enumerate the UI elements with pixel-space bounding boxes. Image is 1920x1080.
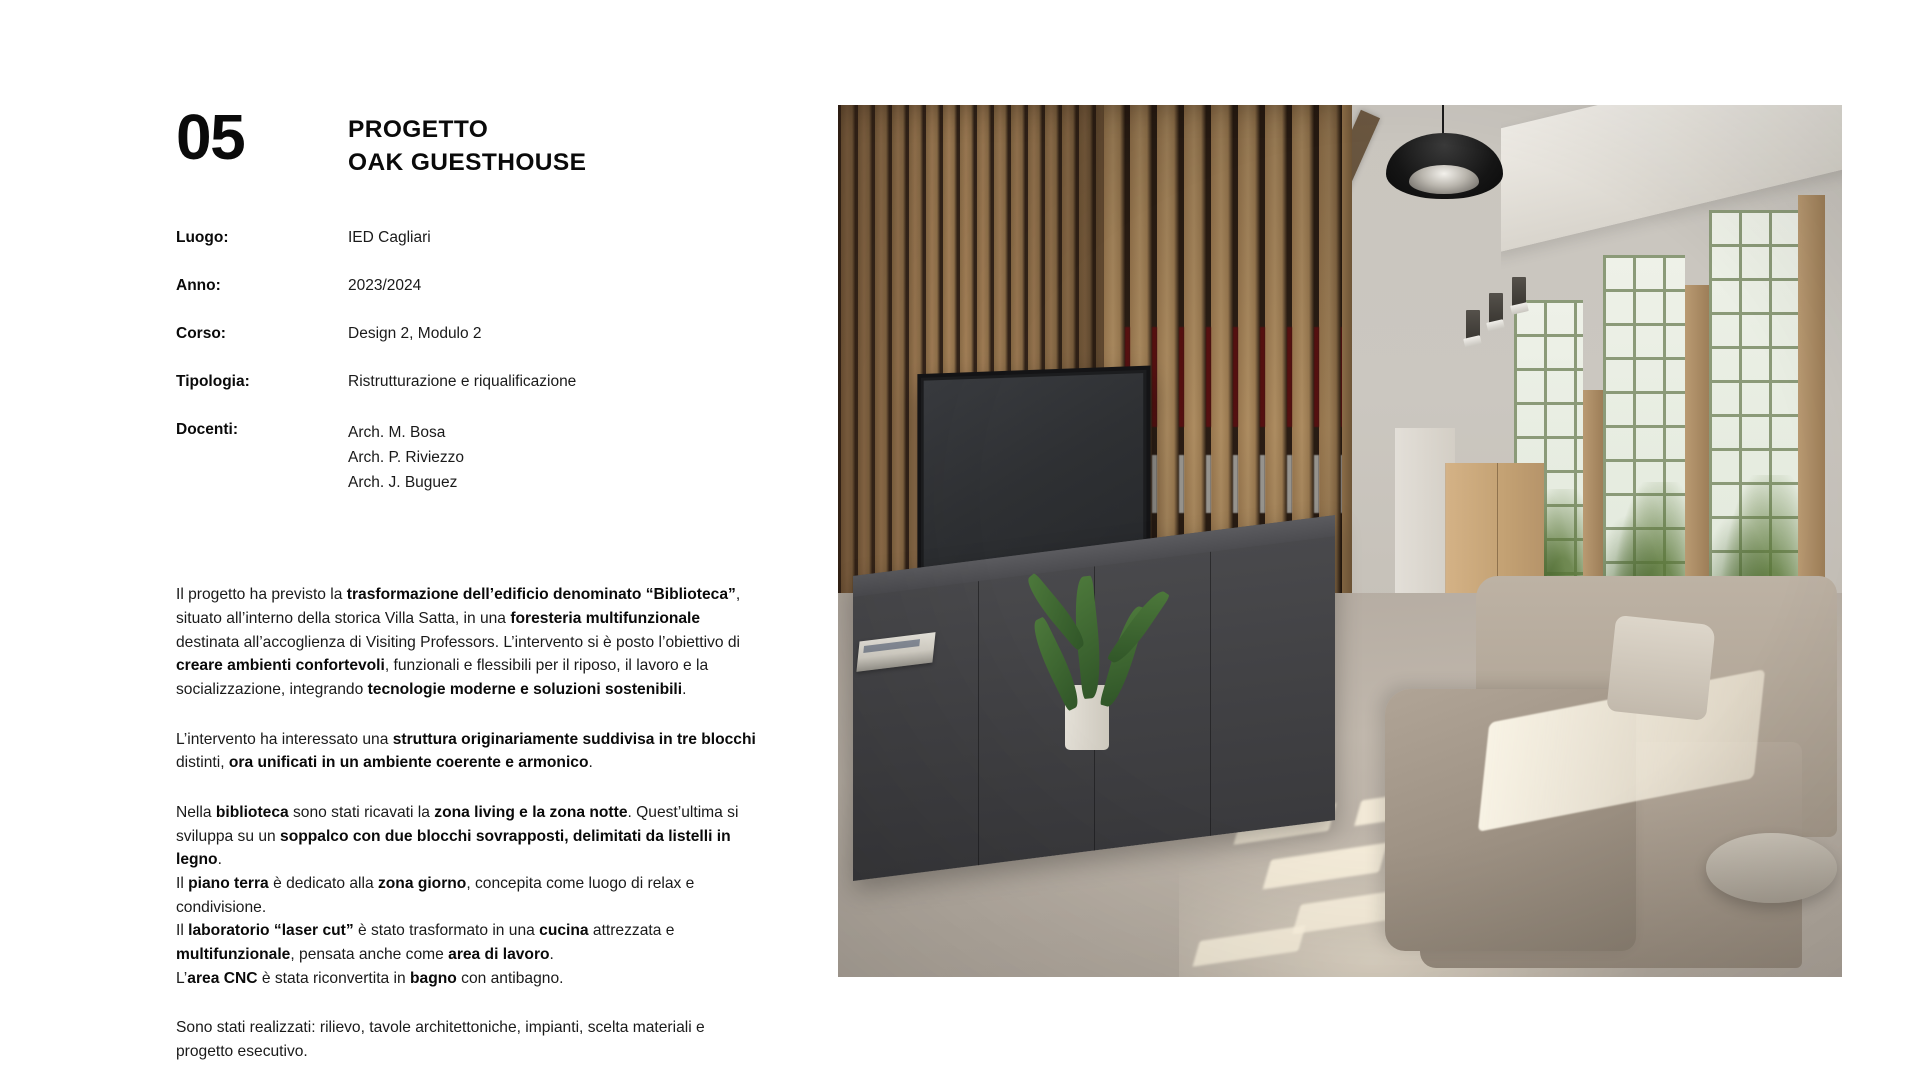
meta-value-luogo: IED Cagliari [348,229,431,247]
wall-sconce-1 [1466,310,1481,340]
pendant-lamp-reflector [1409,165,1479,194]
meta-key-luogo: Luogo: [176,229,229,247]
console-door-seam-1 [978,581,979,865]
docente-1: Arch. M. Bosa [348,423,446,441]
project-title-line-2: OAK GUESTHOUSE [348,148,587,176]
meta-value-tipologia: Ristrutturazione e riqualificazione [348,372,577,390]
wall-sconce-3 [1512,277,1527,307]
meta-row-luogo [176,228,796,249]
docente-3: Arch. J. Buguez [348,474,458,492]
project-number: 05 [176,101,245,173]
meta-row-corso [176,324,796,345]
docente-2: Arch. P. Riviezzo [348,448,465,466]
description-paragraph-2: L’intervento ha interessato una struttura originariamente suddivisa in tre blocchi distinti, ora unificati in un ambiente coerente e armonico. [176,730,756,772]
description-paragraph-4: Sono stati realizzati: rilievo, tavole architettoniche, impianti, scelta materiali e progetto esecutivo. [176,1019,705,1061]
project-render-photo [838,105,1842,977]
meta-row-docenti [176,420,796,495]
meta-row-tipologia [176,372,796,393]
meta-key-anno: Anno: [176,277,221,295]
text-column [176,96,796,1064]
meta-value-docenti [348,420,464,495]
meta-key-corso: Corso: [176,325,226,342]
description-paragraph-1: Il progetto ha previsto la trasformazione dell’edificio denominato “Biblioteca”, situato all’interno della storica Villa Satta, in una foresteria multifunzionale destinata all’accoglienza di Visiting Professors. L’intervento si è posto l’obiettivo di creare ambienti confortevoli, funzionali e flessibili per il riposo, il lavoro e la socializzazione, integrando tecnologie moderne e soluzioni sostenibili. [176,586,741,698]
round-side-table [1706,833,1837,903]
meta-value-corso: Design 2, Modulo 2 [348,325,482,342]
meta-value-anno: 2023/2024 [348,277,422,295]
interior-render [838,105,1842,977]
sofa-cushion [1606,615,1716,721]
wall-sconce-2 [1489,293,1504,323]
console-door-seam-3 [1210,552,1211,836]
meta-row-anno [176,276,796,297]
project-title [348,96,586,179]
project-description [176,583,761,1064]
slide-header [176,96,796,179]
project-title-line-1: PROGETTO [348,116,489,143]
project-metadata [176,228,796,495]
description-paragraph-3: Nella biblioteca sono stati ricavati la zona living e la zona notte. Quest’ultima si sviluppa su un soppalco con due blocchi sovrapposti, delimitati da listelli in legno. Il piano terra è dedicato alla zona giorno, concepita come luogo di relax e condivisione. Il laboratorio “laser cut” è stato trasformato in una cucina attrezzata e multifunzionale, pensata anche come area di lavoro. L’area CNC è stata riconvertita in bagno con antibagno. [176,803,739,987]
meta-key-tipologia: Tipologia: [176,372,250,390]
meta-key-docenti: Docenti: [176,420,238,438]
pendant-lamp-cord [1442,105,1444,136]
